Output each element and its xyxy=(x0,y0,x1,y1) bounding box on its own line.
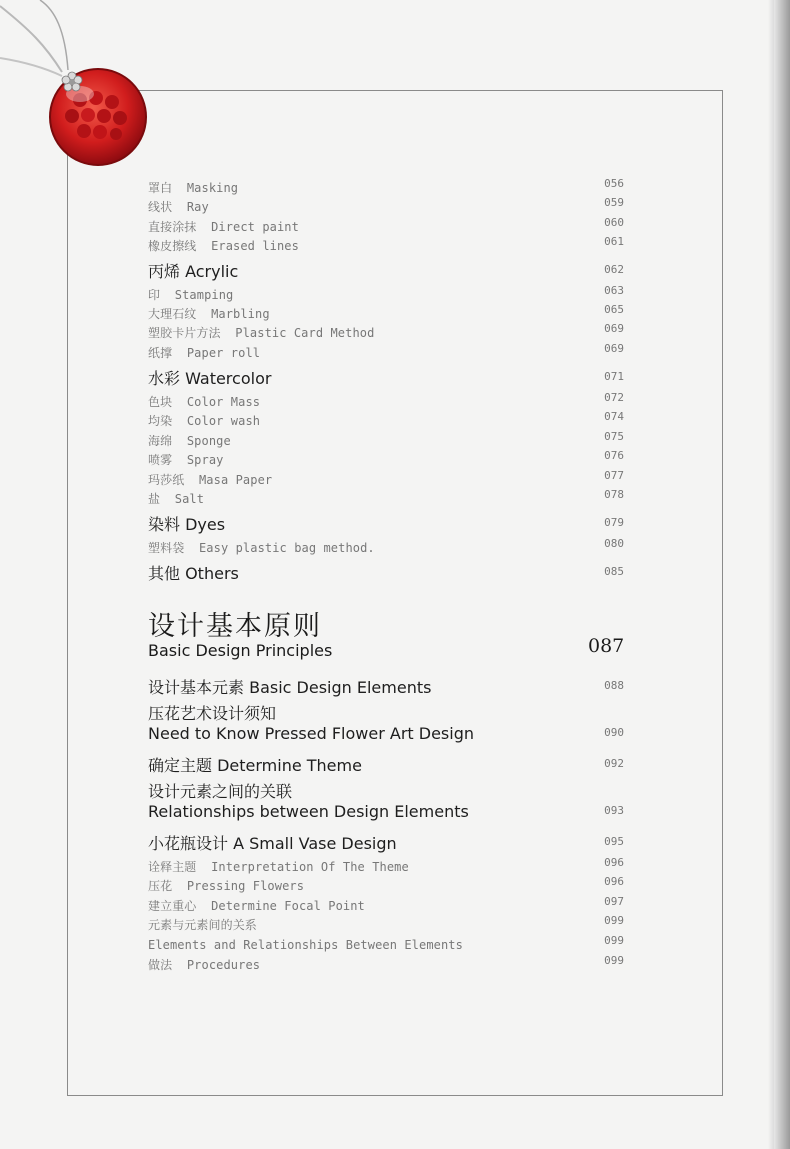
toc-entry xyxy=(148,488,626,507)
toc-entry-label: 直接涂抹 Direct paint xyxy=(148,220,299,234)
toc-entry-page: 099 xyxy=(604,934,624,947)
toc-entry xyxy=(148,235,626,254)
toc-entry-page: 065 xyxy=(604,303,624,316)
toc-section-page: 090 xyxy=(604,726,624,739)
toc-entry xyxy=(148,177,626,196)
toc-entry-label: 建立重心 Determine Focal Point xyxy=(148,899,365,913)
toc-section-page: 062 xyxy=(604,263,624,276)
toc-entry xyxy=(148,895,626,914)
toc-entry-label: 做法 Procedures xyxy=(148,958,261,972)
toc-entry-page: 078 xyxy=(604,488,624,501)
toc-section-vase xyxy=(148,831,626,854)
toc-entry xyxy=(148,284,626,303)
toc-entry-label: 色块 Color Mass xyxy=(148,395,261,409)
toc-entry-label: 塑胶卡片方法 Plastic Card Method xyxy=(148,326,375,340)
toc-entry-label: 盐 Salt xyxy=(148,492,205,506)
toc-section-heading: 确定主题 Determine Theme xyxy=(148,756,362,775)
toc-entry xyxy=(148,216,626,235)
toc-section-page: 085 xyxy=(604,565,624,578)
toc-section-heading: 丙烯 Acrylic xyxy=(148,262,239,281)
toc-entry xyxy=(148,342,626,361)
toc-entry-page: 060 xyxy=(604,216,624,229)
toc-entry-label: Elements and Relationships Between Elements xyxy=(148,938,463,952)
toc-entry-label: 压花 Pressing Flowers xyxy=(148,879,305,893)
toc-entry-page: 072 xyxy=(604,391,624,404)
toc-entry-label: 玛莎纸 Masa Paper xyxy=(148,473,273,487)
toc-section-page: 095 xyxy=(604,835,624,848)
toc-entry-label: 纸撑 Paper roll xyxy=(148,346,261,360)
toc-entry xyxy=(148,856,626,875)
toc-section-need-to-know xyxy=(148,704,626,744)
toc-section-page: 079 xyxy=(604,516,624,529)
toc-entry xyxy=(148,449,626,468)
toc-entry xyxy=(148,914,626,933)
toc-entry xyxy=(148,303,626,322)
toc-section-heading: 染料 Dyes xyxy=(148,515,226,534)
toc-entry-page: 080 xyxy=(604,537,624,550)
toc-entry-page: 069 xyxy=(604,342,624,355)
toc-section-dyes xyxy=(148,512,626,535)
toc-entry-label: 大理石纹 Marbling xyxy=(148,307,270,321)
toc-entry-page: 056 xyxy=(604,177,624,190)
toc-entry-page: 061 xyxy=(604,235,624,248)
toc-entry xyxy=(148,934,626,953)
toc-entry-page: 074 xyxy=(604,410,624,423)
toc-section-heading-zh: 设计元素之间的关联 xyxy=(148,782,293,801)
toc-section-heading-en: Relationships between Design Elements xyxy=(148,802,469,821)
toc-entry-label: 塑料袋 Easy plastic bag method. xyxy=(148,541,375,555)
toc-entry xyxy=(148,322,626,341)
toc-section-heading: 设计基本元素 Basic Design Elements xyxy=(148,678,432,697)
toc-section-heading: 水彩 Watercolor xyxy=(148,369,272,388)
toc-entry xyxy=(148,469,626,488)
toc-entry-page: 076 xyxy=(604,449,624,462)
toc-entry xyxy=(148,410,626,429)
toc-entry xyxy=(148,391,626,410)
toc-section-others xyxy=(148,561,626,584)
chapter-title-zh: 设计基本原则 xyxy=(148,611,322,642)
toc-section-relationships xyxy=(148,782,626,822)
toc-entry xyxy=(148,430,626,449)
toc-section-page: 093 xyxy=(604,804,624,817)
toc-entry-label: 印 Stamping xyxy=(148,288,234,302)
toc-entry-label: 橡皮擦线 Erased lines xyxy=(148,239,299,253)
toc-entry-page: 097 xyxy=(604,895,624,908)
toc-section-watercolor xyxy=(148,366,626,389)
toc-entry-page: 069 xyxy=(604,322,624,335)
toc-section-theme xyxy=(148,753,626,776)
chapter-page-number: 087 xyxy=(588,635,625,657)
toc-entry xyxy=(148,875,626,894)
toc-entry-label: 罩白 Masking xyxy=(148,181,239,195)
toc-entry-page: 099 xyxy=(604,954,624,967)
toc-entry-label: 线状 Ray xyxy=(148,200,209,214)
toc-section-heading-en: Need to Know Pressed Flower Art Design xyxy=(148,724,474,743)
chapter-title-en: Basic Design Principles xyxy=(148,641,333,660)
toc-entry xyxy=(148,954,626,973)
toc-section-acrylic xyxy=(148,259,626,282)
toc-section-page: 092 xyxy=(604,757,624,770)
toc-entry-label: 元素与元素间的关系 xyxy=(148,918,257,932)
toc-section-page: 088 xyxy=(604,679,624,692)
toc-entry-page: 075 xyxy=(604,430,624,443)
toc-entry-page: 063 xyxy=(604,284,624,297)
toc-entry-label: 喷雾 Spray xyxy=(148,453,224,467)
toc-section-heading: 其他 Others xyxy=(148,564,239,583)
toc-entry xyxy=(148,196,626,215)
toc-section-basic-elements xyxy=(148,675,626,698)
toc-entry xyxy=(148,537,626,556)
toc-section-heading: 小花瓶设计 A Small Vase Design xyxy=(148,834,397,853)
toc-entry-page: 099 xyxy=(604,914,624,927)
toc-entry-page: 096 xyxy=(604,875,624,888)
toc-entry-page: 059 xyxy=(604,196,624,209)
toc-entry-label: 海绵 Sponge xyxy=(148,434,231,448)
toc-entry-page: 077 xyxy=(604,469,624,482)
toc-section-page: 071 xyxy=(604,370,624,383)
toc-entry-label: 诠释主题 Interpretation Of The Theme xyxy=(148,860,409,874)
toc-entry-label: 均染 Color wash xyxy=(148,414,261,428)
toc-section-heading-zh: 压花艺术设计须知 xyxy=(148,704,277,723)
toc-entry-page: 096 xyxy=(604,856,624,869)
